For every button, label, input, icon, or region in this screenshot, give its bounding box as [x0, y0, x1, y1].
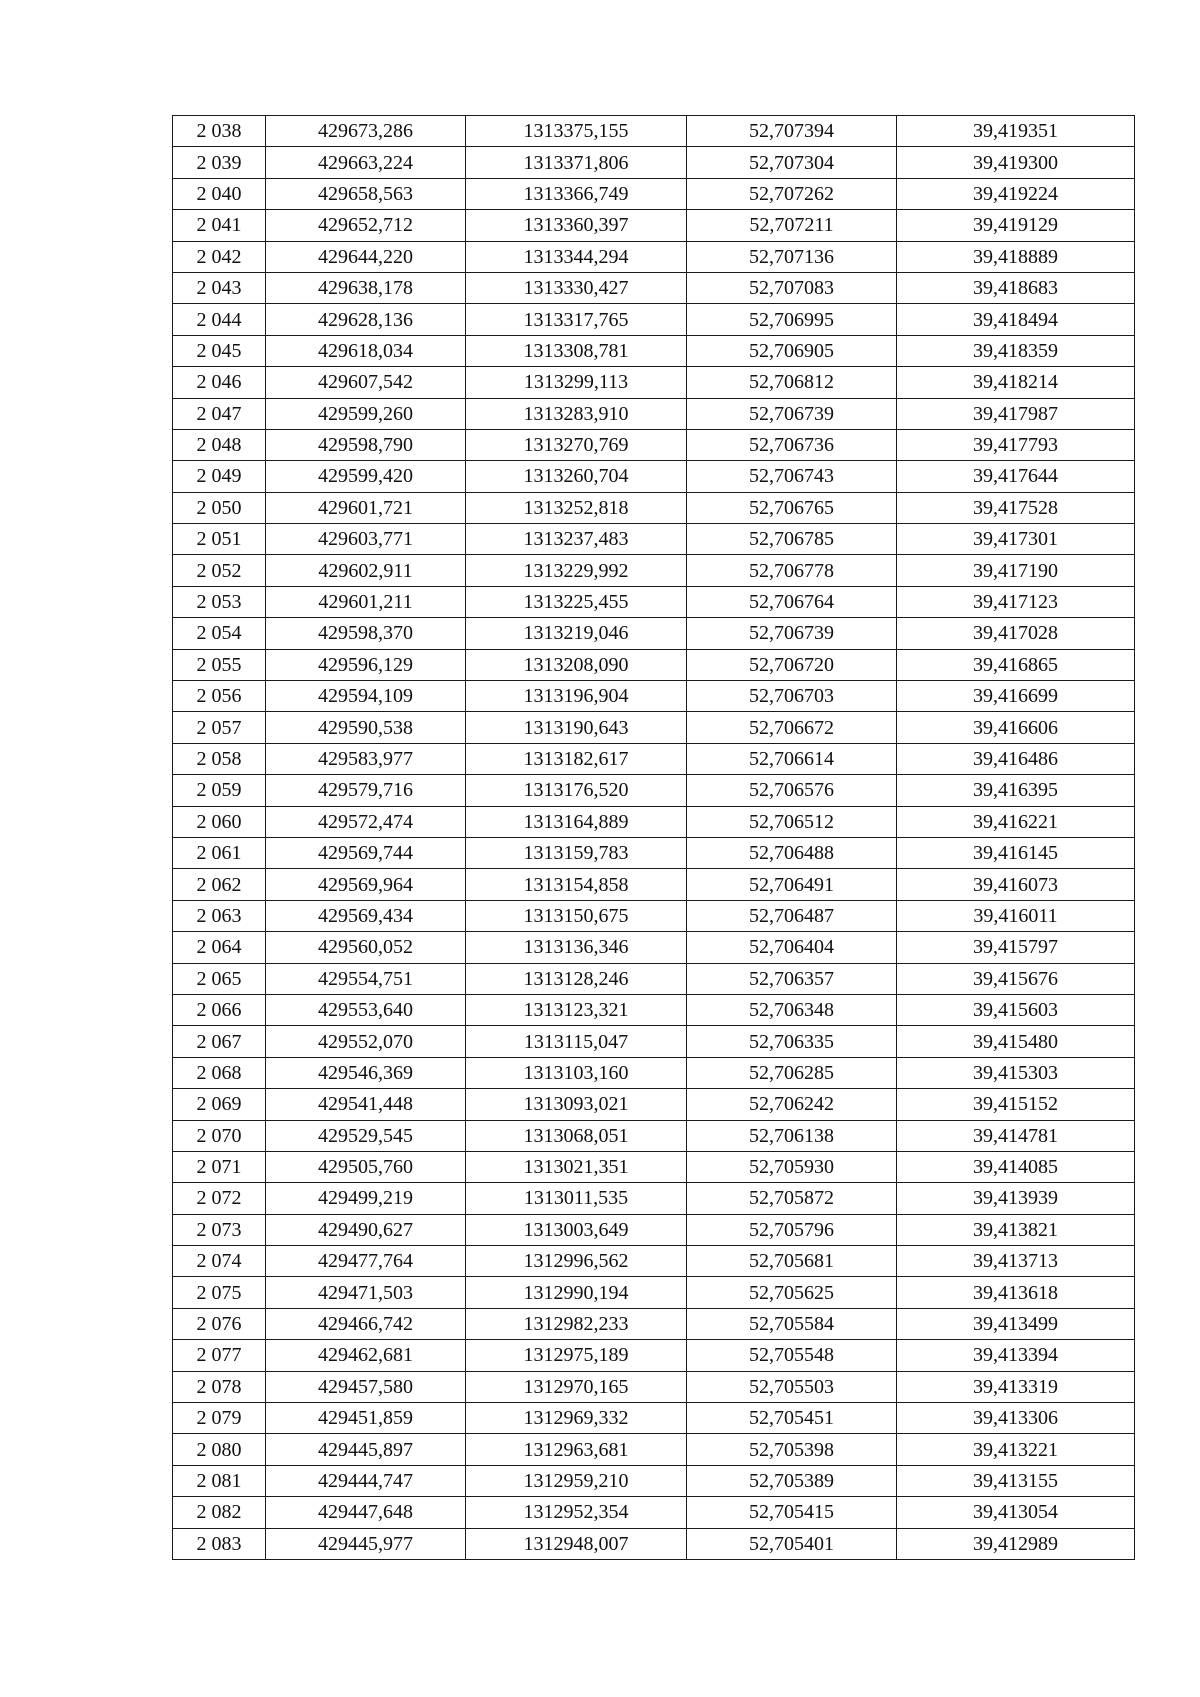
table-row — [173, 147, 1135, 178]
x-coordinate-cell: 429638,178 — [266, 272, 466, 303]
longitude-cell: 39,417528 — [897, 492, 1135, 523]
table-row — [173, 900, 1135, 931]
latitude-cell: 52,705681 — [687, 1246, 897, 1277]
point-number-cell: 2 083 — [173, 1528, 266, 1559]
longitude-cell: 39,415676 — [897, 963, 1135, 994]
x-coordinate-cell: 429644,220 — [266, 241, 466, 272]
latitude-cell: 52,705930 — [687, 1151, 897, 1182]
y-coordinate-cell: 1313136,346 — [466, 932, 687, 963]
x-coordinate-cell: 429673,286 — [266, 116, 466, 147]
table-row — [173, 994, 1135, 1025]
latitude-cell: 52,706614 — [687, 743, 897, 774]
table-row — [173, 1434, 1135, 1465]
y-coordinate-cell: 1313196,904 — [466, 681, 687, 712]
latitude-cell: 52,706812 — [687, 367, 897, 398]
x-coordinate-cell: 429477,764 — [266, 1246, 466, 1277]
point-number-cell: 2 042 — [173, 241, 266, 272]
y-coordinate-cell: 1313176,520 — [466, 775, 687, 806]
table-row — [173, 1277, 1135, 1308]
y-coordinate-cell: 1312996,562 — [466, 1246, 687, 1277]
latitude-cell: 52,706905 — [687, 335, 897, 366]
y-coordinate-cell: 1312990,194 — [466, 1277, 687, 1308]
longitude-cell: 39,413054 — [897, 1497, 1135, 1528]
point-number-cell: 2 080 — [173, 1434, 266, 1465]
x-coordinate-cell: 429579,716 — [266, 775, 466, 806]
latitude-cell: 52,705401 — [687, 1528, 897, 1559]
latitude-cell: 52,705451 — [687, 1403, 897, 1434]
latitude-cell: 52,707394 — [687, 116, 897, 147]
latitude-cell: 52,706138 — [687, 1120, 897, 1151]
latitude-cell: 52,706739 — [687, 618, 897, 649]
longitude-cell: 39,418494 — [897, 304, 1135, 335]
longitude-cell: 39,416699 — [897, 681, 1135, 712]
latitude-cell: 52,706743 — [687, 461, 897, 492]
latitude-cell: 52,705389 — [687, 1465, 897, 1496]
longitude-cell: 39,417987 — [897, 398, 1135, 429]
latitude-cell: 52,705872 — [687, 1183, 897, 1214]
latitude-cell: 52,705625 — [687, 1277, 897, 1308]
point-number-cell: 2 044 — [173, 304, 266, 335]
longitude-cell: 39,417190 — [897, 555, 1135, 586]
point-number-cell: 2 054 — [173, 618, 266, 649]
y-coordinate-cell: 1313182,617 — [466, 743, 687, 774]
table-row — [173, 398, 1135, 429]
table-row — [173, 1183, 1135, 1214]
y-coordinate-cell: 1313115,047 — [466, 1026, 687, 1057]
point-number-cell: 2 043 — [173, 272, 266, 303]
x-coordinate-cell: 429447,648 — [266, 1497, 466, 1528]
point-number-cell: 2 045 — [173, 335, 266, 366]
latitude-cell: 52,706512 — [687, 806, 897, 837]
longitude-cell: 39,415152 — [897, 1089, 1135, 1120]
latitude-cell: 52,706736 — [687, 429, 897, 460]
y-coordinate-cell: 1313270,769 — [466, 429, 687, 460]
table-row — [173, 1528, 1135, 1559]
x-coordinate-cell: 429462,681 — [266, 1340, 466, 1371]
table-row — [173, 618, 1135, 649]
y-coordinate-cell: 1312982,233 — [466, 1308, 687, 1339]
longitude-cell: 39,415303 — [897, 1057, 1135, 1088]
x-coordinate-cell: 429451,859 — [266, 1403, 466, 1434]
longitude-cell: 39,416486 — [897, 743, 1135, 774]
longitude-cell: 39,416011 — [897, 900, 1135, 931]
longitude-cell: 39,415797 — [897, 932, 1135, 963]
longitude-cell: 39,416073 — [897, 869, 1135, 900]
table-row — [173, 1057, 1135, 1088]
longitude-cell: 39,414085 — [897, 1151, 1135, 1182]
point-number-cell: 2 071 — [173, 1151, 266, 1182]
point-number-cell: 2 058 — [173, 743, 266, 774]
x-coordinate-cell: 429602,911 — [266, 555, 466, 586]
point-number-cell: 2 079 — [173, 1403, 266, 1434]
longitude-cell: 39,416145 — [897, 837, 1135, 868]
longitude-cell: 39,417793 — [897, 429, 1135, 460]
latitude-cell: 52,706703 — [687, 681, 897, 712]
longitude-cell: 39,415480 — [897, 1026, 1135, 1057]
longitude-cell: 39,413155 — [897, 1465, 1135, 1496]
latitude-cell: 52,705796 — [687, 1214, 897, 1245]
point-number-cell: 2 050 — [173, 492, 266, 523]
x-coordinate-cell: 429569,744 — [266, 837, 466, 868]
longitude-cell: 39,418683 — [897, 272, 1135, 303]
table-row — [173, 1026, 1135, 1057]
longitude-cell: 39,414781 — [897, 1120, 1135, 1151]
point-number-cell: 2 041 — [173, 210, 266, 241]
latitude-cell: 52,706739 — [687, 398, 897, 429]
longitude-cell: 39,417301 — [897, 524, 1135, 555]
point-number-cell: 2 075 — [173, 1277, 266, 1308]
y-coordinate-cell: 1313229,992 — [466, 555, 687, 586]
table-row — [173, 1151, 1135, 1182]
point-number-cell: 2 049 — [173, 461, 266, 492]
longitude-cell: 39,417123 — [897, 586, 1135, 617]
table-row — [173, 1403, 1135, 1434]
longitude-cell: 39,416221 — [897, 806, 1135, 837]
latitude-cell: 52,707211 — [687, 210, 897, 241]
longitude-cell: 39,416606 — [897, 712, 1135, 743]
point-number-cell: 2 055 — [173, 649, 266, 680]
latitude-cell: 52,706348 — [687, 994, 897, 1025]
y-coordinate-cell: 1313371,806 — [466, 147, 687, 178]
x-coordinate-cell: 429471,503 — [266, 1277, 466, 1308]
y-coordinate-cell: 1312948,007 — [466, 1528, 687, 1559]
x-coordinate-cell: 429607,542 — [266, 367, 466, 398]
y-coordinate-cell: 1313003,649 — [466, 1214, 687, 1245]
x-coordinate-cell: 429601,721 — [266, 492, 466, 523]
x-coordinate-cell: 429529,545 — [266, 1120, 466, 1151]
latitude-cell: 52,706765 — [687, 492, 897, 523]
table-row — [173, 1465, 1135, 1496]
coordinates-table-body — [173, 116, 1135, 1560]
x-coordinate-cell: 429553,640 — [266, 994, 466, 1025]
y-coordinate-cell: 1313159,783 — [466, 837, 687, 868]
table-row — [173, 116, 1135, 147]
y-coordinate-cell: 1313021,351 — [466, 1151, 687, 1182]
longitude-cell: 39,418359 — [897, 335, 1135, 366]
x-coordinate-cell: 429628,136 — [266, 304, 466, 335]
longitude-cell: 39,419224 — [897, 178, 1135, 209]
table-row — [173, 210, 1135, 241]
y-coordinate-cell: 1312970,165 — [466, 1371, 687, 1402]
point-number-cell: 2 067 — [173, 1026, 266, 1057]
point-number-cell: 2 057 — [173, 712, 266, 743]
table-row — [173, 1089, 1135, 1120]
latitude-cell: 52,705398 — [687, 1434, 897, 1465]
latitude-cell: 52,707083 — [687, 272, 897, 303]
longitude-cell: 39,418214 — [897, 367, 1135, 398]
y-coordinate-cell: 1312975,189 — [466, 1340, 687, 1371]
table-row — [173, 586, 1135, 617]
y-coordinate-cell: 1313068,051 — [466, 1120, 687, 1151]
x-coordinate-cell: 429546,369 — [266, 1057, 466, 1088]
point-number-cell: 2 065 — [173, 963, 266, 994]
point-number-cell: 2 047 — [173, 398, 266, 429]
table-row — [173, 1120, 1135, 1151]
longitude-cell: 39,413939 — [897, 1183, 1135, 1214]
x-coordinate-cell: 429499,219 — [266, 1183, 466, 1214]
table-row — [173, 335, 1135, 366]
y-coordinate-cell: 1313103,160 — [466, 1057, 687, 1088]
latitude-cell: 52,705584 — [687, 1308, 897, 1339]
point-number-cell: 2 081 — [173, 1465, 266, 1496]
point-number-cell: 2 064 — [173, 932, 266, 963]
y-coordinate-cell: 1313154,858 — [466, 869, 687, 900]
latitude-cell: 52,706335 — [687, 1026, 897, 1057]
point-number-cell: 2 069 — [173, 1089, 266, 1120]
y-coordinate-cell: 1313237,483 — [466, 524, 687, 555]
y-coordinate-cell: 1313360,397 — [466, 210, 687, 241]
longitude-cell: 39,416395 — [897, 775, 1135, 806]
table-row — [173, 869, 1135, 900]
table-row — [173, 681, 1135, 712]
latitude-cell: 52,706285 — [687, 1057, 897, 1088]
table-row — [173, 806, 1135, 837]
x-coordinate-cell: 429599,420 — [266, 461, 466, 492]
x-coordinate-cell: 429658,563 — [266, 178, 466, 209]
longitude-cell: 39,419300 — [897, 147, 1135, 178]
longitude-cell: 39,413221 — [897, 1434, 1135, 1465]
table-row — [173, 492, 1135, 523]
y-coordinate-cell: 1313252,818 — [466, 492, 687, 523]
point-number-cell: 2 051 — [173, 524, 266, 555]
y-coordinate-cell: 1313260,704 — [466, 461, 687, 492]
latitude-cell: 52,705548 — [687, 1340, 897, 1371]
x-coordinate-cell: 429598,370 — [266, 618, 466, 649]
table-row — [173, 712, 1135, 743]
latitude-cell: 52,706487 — [687, 900, 897, 931]
y-coordinate-cell: 1313011,535 — [466, 1183, 687, 1214]
point-number-cell: 2 070 — [173, 1120, 266, 1151]
point-number-cell: 2 082 — [173, 1497, 266, 1528]
longitude-cell: 39,416865 — [897, 649, 1135, 680]
x-coordinate-cell: 429445,977 — [266, 1528, 466, 1559]
point-number-cell: 2 046 — [173, 367, 266, 398]
x-coordinate-cell: 429596,129 — [266, 649, 466, 680]
table-row — [173, 367, 1135, 398]
table-row — [173, 837, 1135, 868]
x-coordinate-cell: 429554,751 — [266, 963, 466, 994]
x-coordinate-cell: 429466,742 — [266, 1308, 466, 1339]
x-coordinate-cell: 429560,052 — [266, 932, 466, 963]
table-row — [173, 241, 1135, 272]
table-row — [173, 1308, 1135, 1339]
y-coordinate-cell: 1312963,681 — [466, 1434, 687, 1465]
table-row — [173, 1497, 1135, 1528]
y-coordinate-cell: 1313093,021 — [466, 1089, 687, 1120]
table-row — [173, 743, 1135, 774]
latitude-cell: 52,706995 — [687, 304, 897, 335]
latitude-cell: 52,706488 — [687, 837, 897, 868]
table-row — [173, 775, 1135, 806]
table-row — [173, 932, 1135, 963]
table-row — [173, 1340, 1135, 1371]
y-coordinate-cell: 1312959,210 — [466, 1465, 687, 1496]
y-coordinate-cell: 1313208,090 — [466, 649, 687, 680]
latitude-cell: 52,706242 — [687, 1089, 897, 1120]
longitude-cell: 39,413618 — [897, 1277, 1135, 1308]
table-row — [173, 178, 1135, 209]
longitude-cell: 39,413499 — [897, 1308, 1135, 1339]
y-coordinate-cell: 1313219,046 — [466, 618, 687, 649]
point-number-cell: 2 052 — [173, 555, 266, 586]
y-coordinate-cell: 1313375,155 — [466, 116, 687, 147]
x-coordinate-cell: 429663,224 — [266, 147, 466, 178]
x-coordinate-cell: 429505,760 — [266, 1151, 466, 1182]
longitude-cell: 39,417028 — [897, 618, 1135, 649]
longitude-cell: 39,413319 — [897, 1371, 1135, 1402]
x-coordinate-cell: 429583,977 — [266, 743, 466, 774]
longitude-cell: 39,418889 — [897, 241, 1135, 272]
table-row — [173, 272, 1135, 303]
longitude-cell: 39,413713 — [897, 1246, 1135, 1277]
y-coordinate-cell: 1312969,332 — [466, 1403, 687, 1434]
y-coordinate-cell: 1313299,113 — [466, 367, 687, 398]
latitude-cell: 52,706785 — [687, 524, 897, 555]
point-number-cell: 2 078 — [173, 1371, 266, 1402]
x-coordinate-cell: 429445,897 — [266, 1434, 466, 1465]
x-coordinate-cell: 429569,964 — [266, 869, 466, 900]
table-row — [173, 1371, 1135, 1402]
y-coordinate-cell: 1313123,321 — [466, 994, 687, 1025]
latitude-cell: 52,706357 — [687, 963, 897, 994]
y-coordinate-cell: 1313366,749 — [466, 178, 687, 209]
point-number-cell: 2 040 — [173, 178, 266, 209]
longitude-cell: 39,413306 — [897, 1403, 1135, 1434]
point-number-cell: 2 039 — [173, 147, 266, 178]
point-number-cell: 2 074 — [173, 1246, 266, 1277]
x-coordinate-cell: 429590,538 — [266, 712, 466, 743]
y-coordinate-cell: 1313128,246 — [466, 963, 687, 994]
table-row — [173, 649, 1135, 680]
point-number-cell: 2 077 — [173, 1340, 266, 1371]
x-coordinate-cell: 429541,448 — [266, 1089, 466, 1120]
y-coordinate-cell: 1312952,354 — [466, 1497, 687, 1528]
longitude-cell: 39,417644 — [897, 461, 1135, 492]
y-coordinate-cell: 1313317,765 — [466, 304, 687, 335]
point-number-cell: 2 061 — [173, 837, 266, 868]
latitude-cell: 52,707304 — [687, 147, 897, 178]
latitude-cell: 52,707136 — [687, 241, 897, 272]
latitude-cell: 52,707262 — [687, 178, 897, 209]
coordinates-table — [172, 115, 1135, 1560]
x-coordinate-cell: 429572,474 — [266, 806, 466, 837]
y-coordinate-cell: 1313190,643 — [466, 712, 687, 743]
x-coordinate-cell: 429444,747 — [266, 1465, 466, 1496]
x-coordinate-cell: 429457,580 — [266, 1371, 466, 1402]
y-coordinate-cell: 1313344,294 — [466, 241, 687, 272]
latitude-cell: 52,706778 — [687, 555, 897, 586]
longitude-cell: 39,413394 — [897, 1340, 1135, 1371]
point-number-cell: 2 066 — [173, 994, 266, 1025]
latitude-cell: 52,706672 — [687, 712, 897, 743]
x-coordinate-cell: 429552,070 — [266, 1026, 466, 1057]
longitude-cell: 39,415603 — [897, 994, 1135, 1025]
longitude-cell: 39,419351 — [897, 116, 1135, 147]
x-coordinate-cell: 429599,260 — [266, 398, 466, 429]
longitude-cell: 39,413821 — [897, 1214, 1135, 1245]
point-number-cell: 2 059 — [173, 775, 266, 806]
table-row — [173, 1246, 1135, 1277]
latitude-cell: 52,706720 — [687, 649, 897, 680]
y-coordinate-cell: 1313164,889 — [466, 806, 687, 837]
x-coordinate-cell: 429490,627 — [266, 1214, 466, 1245]
x-coordinate-cell: 429618,034 — [266, 335, 466, 366]
point-number-cell: 2 053 — [173, 586, 266, 617]
table-row — [173, 304, 1135, 335]
point-number-cell: 2 072 — [173, 1183, 266, 1214]
point-number-cell: 2 076 — [173, 1308, 266, 1339]
x-coordinate-cell: 429652,712 — [266, 210, 466, 241]
x-coordinate-cell: 429601,211 — [266, 586, 466, 617]
latitude-cell: 52,706576 — [687, 775, 897, 806]
table-row — [173, 429, 1135, 460]
y-coordinate-cell: 1313150,675 — [466, 900, 687, 931]
table-row — [173, 524, 1135, 555]
point-number-cell: 2 056 — [173, 681, 266, 712]
point-number-cell: 2 063 — [173, 900, 266, 931]
latitude-cell: 52,706491 — [687, 869, 897, 900]
table-row — [173, 555, 1135, 586]
x-coordinate-cell: 429603,771 — [266, 524, 466, 555]
point-number-cell: 2 060 — [173, 806, 266, 837]
y-coordinate-cell: 1313330,427 — [466, 272, 687, 303]
table-row — [173, 461, 1135, 492]
latitude-cell: 52,705503 — [687, 1371, 897, 1402]
point-number-cell: 2 073 — [173, 1214, 266, 1245]
y-coordinate-cell: 1313283,910 — [466, 398, 687, 429]
latitude-cell: 52,706404 — [687, 932, 897, 963]
latitude-cell: 52,706764 — [687, 586, 897, 617]
point-number-cell: 2 068 — [173, 1057, 266, 1088]
table-row — [173, 963, 1135, 994]
point-number-cell: 2 048 — [173, 429, 266, 460]
x-coordinate-cell: 429594,109 — [266, 681, 466, 712]
x-coordinate-cell: 429598,790 — [266, 429, 466, 460]
table-row — [173, 1214, 1135, 1245]
x-coordinate-cell: 429569,434 — [266, 900, 466, 931]
longitude-cell: 39,419129 — [897, 210, 1135, 241]
y-coordinate-cell: 1313225,455 — [466, 586, 687, 617]
longitude-cell: 39,412989 — [897, 1528, 1135, 1559]
point-number-cell: 2 038 — [173, 116, 266, 147]
point-number-cell: 2 062 — [173, 869, 266, 900]
y-coordinate-cell: 1313308,781 — [466, 335, 687, 366]
latitude-cell: 52,705415 — [687, 1497, 897, 1528]
